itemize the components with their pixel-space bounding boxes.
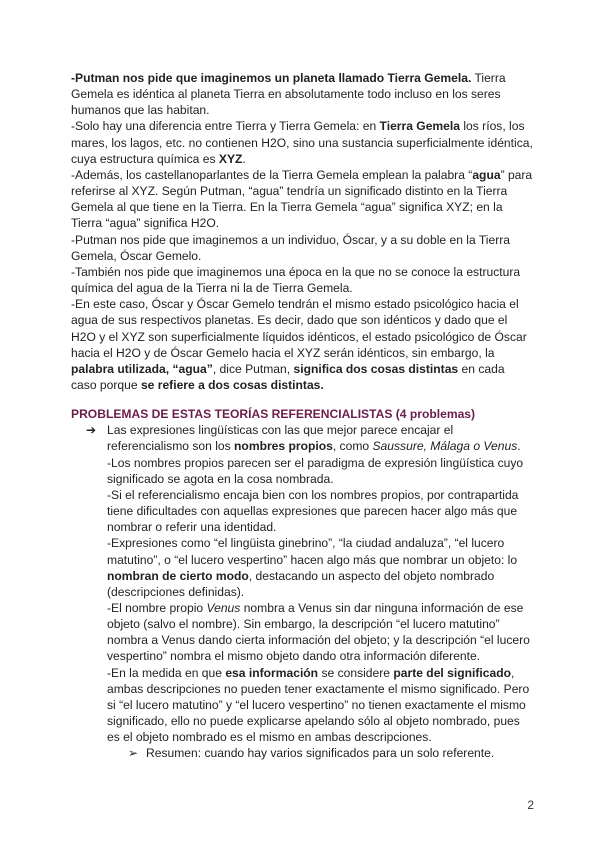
chevron-bullet-icon: ➢ <box>128 746 139 761</box>
bold-text: parte del significado <box>393 665 511 680</box>
text-run: , dice Putman, <box>212 361 294 376</box>
text-run: -Solo hay una diferencia entre Tierra y Tierra Gemela: en <box>71 119 380 134</box>
text-run: los ríos, los mares, los lagos, etc. no contienen H2O, sino una sustancia superficialmente idéntica, cuya estructura química es <box>71 119 533 166</box>
bold-text: -Putman nos pide que imaginemos un planeta llamado Tierra Gemela. <box>71 71 472 85</box>
arrow-bullet-icon: ➔ <box>86 423 97 438</box>
bold-text: agua <box>472 167 501 182</box>
text-run: Tierra Gemela es idéntica al planeta Tierra en absolutamente todo incluso en los seres humanos que las habitan. <box>71 71 506 118</box>
paragraph-agua <box>71 167 533 232</box>
text-run: -Además, los castellanoparlantes de la Tierra Gemela emplean la palabra “ <box>71 167 473 182</box>
text-run: -Expresiones como “el lingüista ginebrino”, “la ciudad andaluza”, “el lucero matutino”, o “el lucero vespertino” hacen algo más que nombrar un objeto: lo <box>107 536 518 567</box>
bold-text: significa dos cosas distintas <box>293 361 459 376</box>
bold-text: se refiere a dos cosas distintas. <box>140 377 324 392</box>
text-run: -También nos pide que imaginemos una época en la que no se conoce la estructura química del agua de la Tierra ni la de Tierra Gemela. <box>71 264 521 296</box>
text-run: -El nombre propio <box>107 601 207 615</box>
text-run: -Putman nos pide que imaginemos a un individuo, Óscar, y a su doble en la Tierra Gemela, Óscar Gemelo. <box>71 232 510 263</box>
text-run: . <box>517 439 521 454</box>
section-heading: PROBLEMAS DE ESTAS TEORÍAS REFERENCIALISTAS (4 problemas) <box>71 407 476 422</box>
bold-text: esa información <box>225 665 319 680</box>
bold-text: Tierra Gemela <box>379 119 460 134</box>
sub-paragraph-informacion <box>71 665 533 746</box>
sub-paragraph-venus <box>71 600 533 665</box>
paragraph-estado-psicologico <box>71 296 533 393</box>
paragraph-diferencia <box>71 118 533 166</box>
text-run: en cada caso porque <box>71 361 505 392</box>
text-run: -Los nombres propios parecen ser el paradigma de expresión lingüística cuyo significado se agota en la cosa nombrada. <box>107 455 524 486</box>
paragraph-oscar <box>71 232 533 264</box>
bold-text: nombran de cierto modo <box>107 568 249 583</box>
text-run: -En este caso, Óscar y Óscar Gemelo tendrán el mismo estado psicológico hacia el agua de sus respectivos planetas. Es decir, dado que son idénticos y dado que el H2O y el XYZ son superficialmente líquidos idénticos, el estado psicológico de Óscar hacia el H2O y de Óscar Gemelo hacia el XYZ serán idénticos, sin embargo, la <box>71 297 527 360</box>
text-run: -Si el referencialismo encaja bien con los nombres propios, por contrapartida tiene dificultades con aquellas expresiones que parecen hacer algo más que nombrar o referir una identidad. <box>107 487 519 535</box>
bold-text: XYZ <box>218 151 243 166</box>
sub-paragraph-dificultades <box>71 487 533 535</box>
text-run: nombra a Venus sin dar ninguna información de ese objeto (salvo el nombre). Sin embargo, la descripción “el lucero matutino” nombra a Venus dando cierta información del objeto; y la descripción “el lucero vespertino” nombra el mismo objeto dando otra información diferente. <box>107 601 530 664</box>
text-run: se considere <box>318 665 394 680</box>
text-run: ” para referirse al XYZ. Según Putman, “agua” tendría un significado distinto en la Tierra Gemela al que tiene en la Tierra. En la Tierra Gemela “agua” significa XYZ; en la Tierra “agua” significa H2O. <box>71 167 533 231</box>
paragraph-epoca <box>71 264 533 296</box>
bold-text: nombres propios <box>234 439 333 454</box>
page-number: 2 <box>527 798 534 812</box>
text-run: , ambas descripciones no pueden tener exactamente el mismo significado. Pero si “el lucero matutino” y “el lucero vespertino” no tienen exactamente el mismo significado, ello no puede explicarse apelando sólo al objeto nombrado, pues es el objeto nombrado es el mismo en ambas descripciones. <box>107 665 530 745</box>
sub-paragraph-descripciones <box>71 535 533 600</box>
italic-text: Saussure, Málaga o Venus <box>372 439 518 454</box>
page-content <box>71 70 533 762</box>
text-run: , como <box>332 439 373 454</box>
text-run: Las expresiones lingüísticas con las que mejor parece encajar el referencialismo son los <box>107 423 454 454</box>
text-run: Resumen: cuando hay varios significados para un solo referente. <box>146 746 495 761</box>
bold-text: palabra utilizada, “agua” <box>71 361 213 376</box>
text-run: -En la medida en que <box>107 665 226 680</box>
text-run: , destacando un aspecto del objeto nombrado (descripciones definidas). <box>107 568 495 599</box>
text-run: . <box>242 151 246 166</box>
sub-paragraph-paradigma <box>71 455 533 487</box>
paragraph-planeta <box>71 70 533 118</box>
bullet-item <box>71 422 533 454</box>
italic-text: Venus <box>206 601 241 615</box>
sub-bullet-item <box>71 745 533 761</box>
